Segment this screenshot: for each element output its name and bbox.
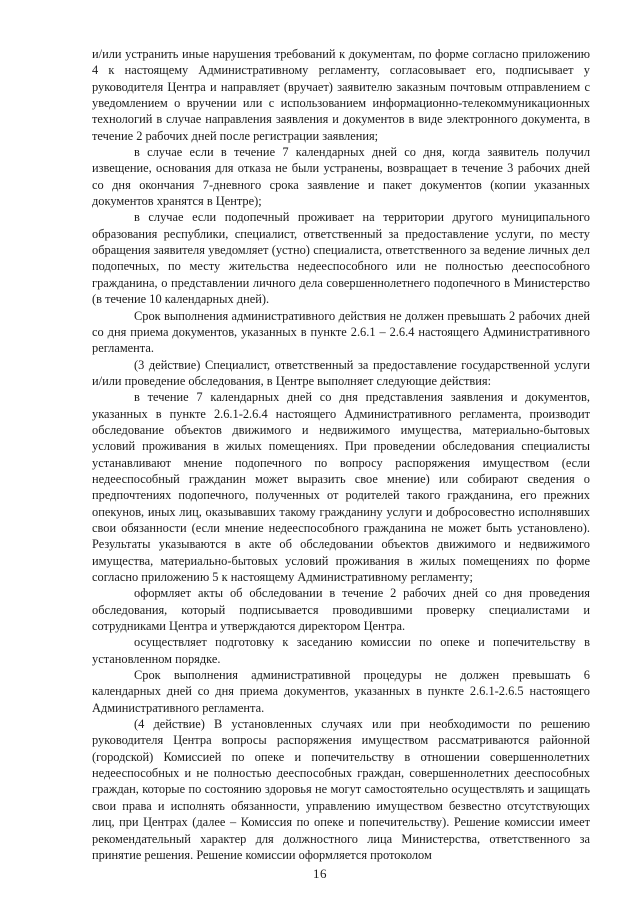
paragraph: Срок выполнения административной процедуры не должен превышать 6 календарных дней со дня приема документов, указанных в пункте 2.6.1-2.6.5 настоящего Административного регламента. [92,668,590,715]
paragraph: в случае если в течение 7 календарных дней со дня, когда заявитель получил извещение, основания для отказа не были устранены, возвращает в течение 3 рабочих дней со дня окончания 7-дневного срока заявление и пакет документов (копии указанных документов хранятся в Центре); [92,145,590,209]
paragraph: (3 действие) Специалист, ответственный за предоставление государственной услуги и/или проведение обследования, в Центре выполняет следующие действия: [92,357,590,388]
paragraph: Срок выполнения административного действия не должен превышать 2 рабочих дней со дня приема документов, указанных в пункте 2.6.1 – 2.6.4 настоящего Административного регламента. [92,308,590,356]
paragraph: и/или устранить иные нарушения требований к документам, по форме согласно приложению 4 к настоящему Административному регламенту, согласовывает его, подписывает у руководителя Центра и направляет (вручает) заявителю заказным почтовым отправлением с уведомлением о вручении или с использованием информационно-телекоммуникационных технологий в случае направления заявления и документов в виде электронного документа, в течение 2 рабочих дней после регистрации заявления; [92,47,590,143]
paragraph: в течение 7 календарных дней со дня представления заявления и документов, указанных в пункте 2.6.1-2.6.4 настоящего Административного регламента, производит обследование объектов движимого и недвижимого имущества, материально-бытовых условий проживания в жилых помещениях. При проведении обследования специалисты устанавливают мнение подопечного по вопросу распоряжения имуществом (если недееспособный гражданин может выразить свое мнение) или собирают сведения о предпочтениях подопечного, полученных от родителей такого гражданина, его прежних опекунов, иных лиц, оказывавших такому гражданину услуги и добросовестно исполнявших свои обязанности (если мнение недееспособного гражданина не может быть установлено). Результаты указываются в акте об обследовании объектов движимого и недвижимого имущества, материально-бытовых условий проживания в жилых помещениях по форме согласно приложению 5 к настоящему Административному регламенту; [92,390,590,584]
paragraph: (4 действие) В установленных случаях или при необходимости по решению руководителя Центра вопросы распоряжения имуществом рассматриваются районной (городской) Комиссией по опеке и попечительству в отношении совершеннолетних недееспособных и не полностью дееспособных граждан, совершеннолетних дееспособных граждан, которые по состоянию здоровья не могут самостоятельно осуществлять и защищать свои права и исполнять обязанности, управлению имуществом безвестно отсутствующих лиц, при Центрах (далее – Комиссия по опеке и попечительству). Решение комиссии имеет рекомендательный характер для должностного лица Министерства, ответственного за принятие решения. Решение комиссии оформляется протоколом [92,717,590,862]
paragraph: в случае если подопечный проживает на территории другого муниципального образования республики, специалист, ответственный за предоставление услуги, по месту обращения заявителя уведомляет (устно) специалиста, ответственного за ведение личных дел подопечных, по месту жительства недееспособного или не полностью дееспособного гражданина, о представлении личного дела совершеннолетнего подопечного в Министерство (в течение 10 календарных дней). [92,210,590,307]
document-body [92,46,590,863]
paragraph: оформляет акты об обследовании в течение 2 рабочих дней со дня проведения обследования, который подписывается проводившими проверку специалистами и сотрудниками Центра и утверждаются директором Центра. [92,586,590,634]
paragraph: осуществляет подготовку к заседанию комиссии по опеке и попечительству в установленном порядке. [92,635,590,666]
page-number: 16 [313,866,327,881]
